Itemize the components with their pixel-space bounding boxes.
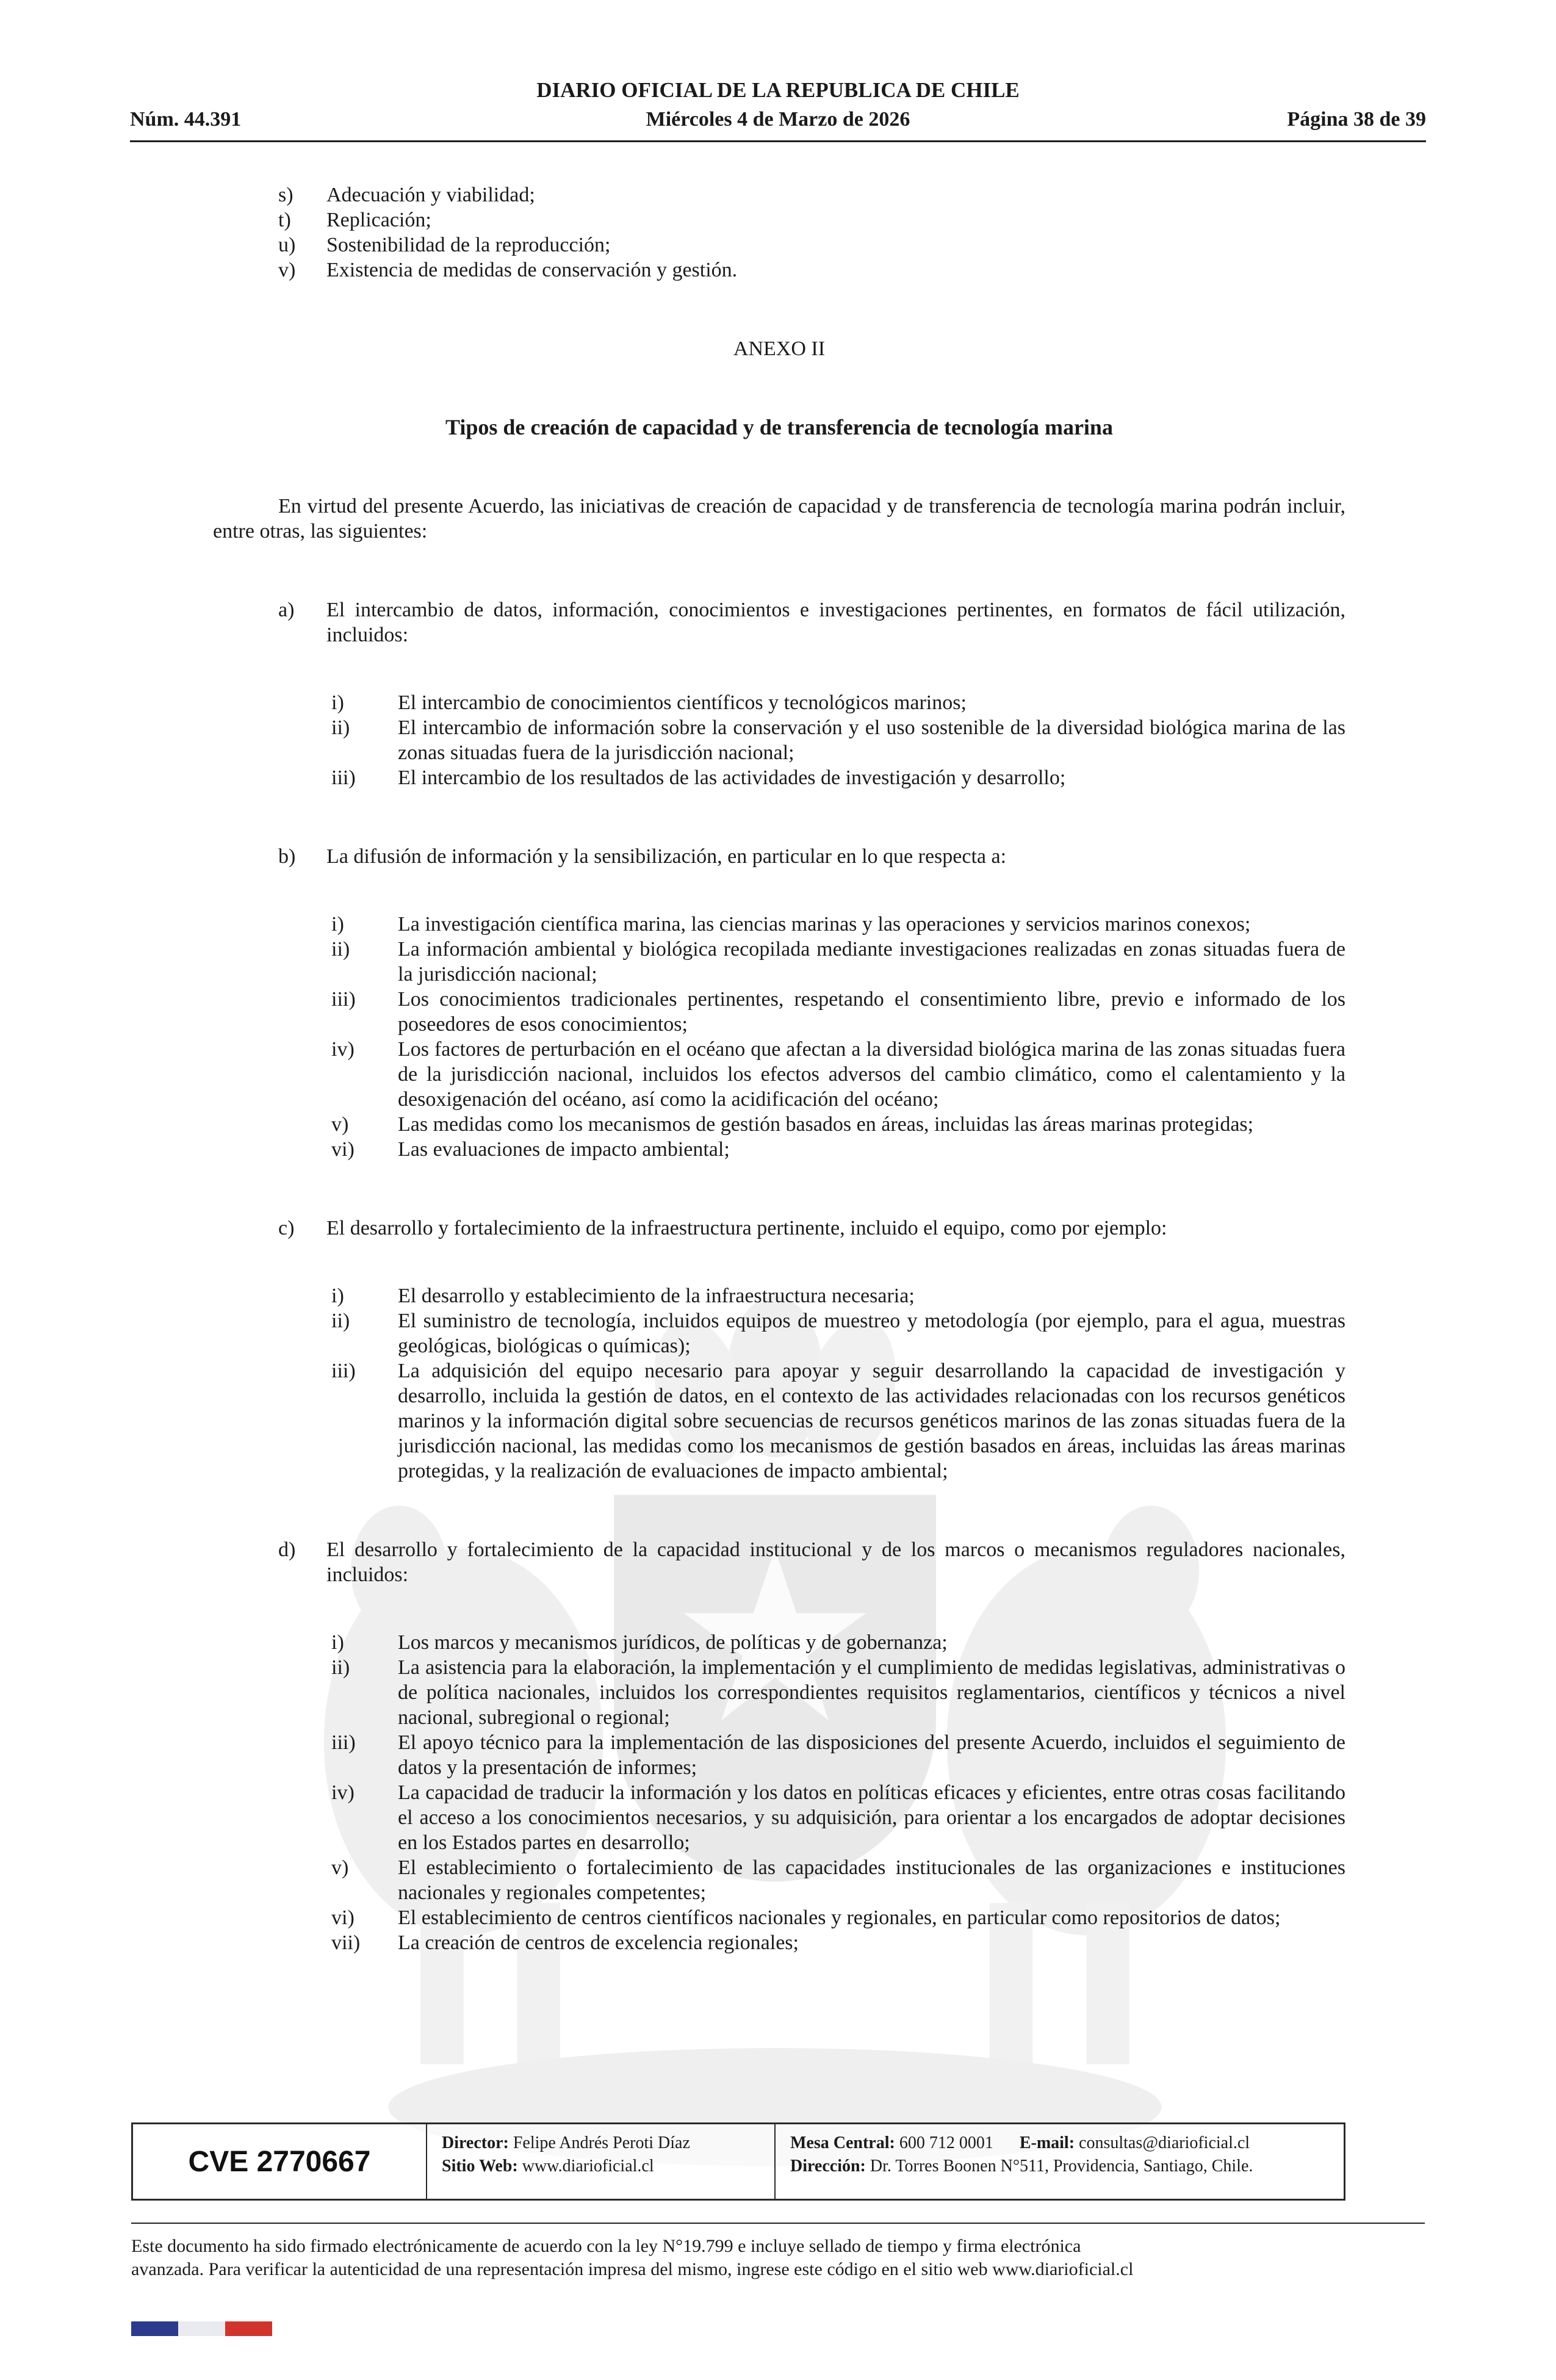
sublist-item — [213, 1037, 1345, 1112]
director-row — [442, 2132, 774, 2155]
sublist-item-text: La adquisición del equipo necesario para apoyar y seguir desarrollando la capacidad de investigación y desarrollo, incluida la gestión de datos, en el contexto de las actividades relacionadas con los recursos genéticos marinos y la información digital sobre secuencias de recursos genéticos marinos de las zonas situadas fuera de la jurisdicción nacional, las medidas como los mecanismos de gestión basados en áreas, incluidas las áreas marinas protegidas, y la realización de evaluaciones de impacto ambiental; — [398, 1360, 1345, 1482]
mesa-central-label: Mesa Central: — [790, 2133, 895, 2152]
sublist — [213, 690, 1345, 790]
sublist-item-text: Los marcos y mecanismos jurídicos, de políticas y de gobernanza; — [398, 1631, 948, 1654]
sublist-item — [213, 912, 1345, 937]
website-label: Sitio Web: — [442, 2157, 518, 2176]
section-item — [213, 1537, 1345, 1587]
list-item-text: Adecuación y viabilidad; — [326, 184, 535, 206]
address-label: Dirección: — [790, 2157, 866, 2176]
sublist-item-label: ii) — [331, 1310, 350, 1332]
sublist-item-text: El establecimiento o fortalecimiento de las capacidades institucionales de las organizaciones e instituciones nacionales y regionales competentes; — [398, 1856, 1345, 1904]
sublist-item-text: Los factores de perturbación en el océano que afectan a la diversidad biológica marina de las zonas situadas fuera de la jurisdicción nacional, incluidos los efectos adversos del cambio climático, como el calentamiento y la desoxigenación del océano, así como la acidificación del océano; — [398, 1038, 1345, 1111]
contact-cell — [776, 2124, 1344, 2199]
sublist-item — [213, 1137, 1345, 1162]
list-item-label: u) — [278, 234, 296, 256]
list-item — [213, 182, 1345, 207]
page-number: Página 38 de 39 — [1287, 108, 1426, 131]
sublist-item — [213, 1308, 1345, 1358]
sublist-item-text: La capacidad de traducir la información y los datos en políticas eficaces y eficientes, entre otras cosas facilitando el acceso a los conocimientos necesarios, y su adquisición, para orientar a los encargados de adoptar decisiones en los Estados partes en desarrollo; — [398, 1781, 1345, 1854]
phone-email-row — [790, 2132, 1344, 2155]
masthead-title: DIARIO OFICIAL DE LA REPUBLICA DE CHILE — [536, 78, 1020, 102]
sublist-item-label: ii) — [331, 1656, 350, 1679]
sublist-item-text: Los conocimientos tradicionales pertinentes, respetando el consentimiento libre, previo e informado de los poseedores de esos conocimientos; — [398, 988, 1345, 1036]
sublist-item — [213, 1655, 1345, 1730]
footer-info-box — [131, 2122, 1345, 2201]
sublist-item — [213, 1630, 1345, 1655]
sublist-item — [213, 765, 1345, 790]
section-item — [213, 1216, 1345, 1241]
sublist-item — [213, 1283, 1345, 1308]
sublist-item — [213, 1780, 1345, 1855]
director-name: Felipe Andrés Peroti Díaz — [513, 2133, 690, 2152]
legal-note-line1: Este documento ha sido firmado electrónicamente de acuerdo con la ley N°19.799 e incluye sellado de tiempo y firma electrónica — [131, 2236, 1081, 2256]
legal-note — [131, 2235, 1492, 2281]
flag-blue-segment — [131, 2321, 178, 2336]
sublist — [213, 1630, 1345, 1955]
sublist-item — [213, 1855, 1345, 1905]
section-item — [213, 597, 1345, 647]
sublist — [213, 1283, 1345, 1484]
list-item-text: Existencia de medidas de conservación y gestión. — [326, 259, 738, 281]
sublist — [213, 912, 1345, 1162]
sublist-item-text: El intercambio de los resultados de las actividades de investigación y desarrollo; — [398, 766, 1066, 789]
cve-code: CVE 2770667 — [188, 2145, 371, 2178]
director-label: Director: — [442, 2133, 509, 2152]
list-item — [213, 207, 1345, 233]
sublist-item — [213, 1358, 1345, 1484]
sublist-item — [213, 1730, 1345, 1780]
list-item — [213, 258, 1345, 283]
annex-title: Tipos de creación de capacidad y de transferencia de tecnología marina — [445, 415, 1113, 439]
website-row — [442, 2155, 774, 2178]
email-address: consultas@diarioficial.cl — [1079, 2133, 1250, 2152]
sublist-item-label: iii) — [331, 988, 356, 1011]
sublist-item-label: iii) — [331, 1360, 356, 1382]
sublist-item — [213, 690, 1345, 715]
sublist-item-label: vi) — [331, 1906, 355, 1929]
sublist-item-text: El apoyo técnico para la implementación de las disposiciones del presente Acuerdo, incluidos el seguimiento de datos y la presentación de informes; — [398, 1731, 1345, 1779]
address-value: Dr. Torres Boonen N°511, Providencia, Santiago, Chile. — [870, 2157, 1253, 2176]
section-text: La difusión de información y la sensibilización, en particular en lo que respecta a: — [326, 845, 1007, 868]
section-label: c) — [278, 1217, 295, 1239]
sublist-item — [213, 1112, 1345, 1137]
section-text: El desarrollo y fortalecimiento de la infraestructura pertinente, incluido el equipo, como por ejemplo: — [326, 1217, 1167, 1239]
mesa-central-number: 600 712 0001 — [899, 2133, 993, 2152]
email-label: E-mail: — [1019, 2133, 1075, 2152]
list-item — [213, 233, 1345, 258]
header-row — [130, 106, 1426, 133]
sublist-item-text: La creación de centros de excelencia regionales; — [398, 1931, 799, 1954]
sublist-item-label: ii) — [331, 716, 350, 739]
sublist-item-text: El intercambio de información sobre la conservación y el uso sostenible de la diversidad biológica marina de las zonas situadas fuera de la jurisdicción nacional; — [398, 716, 1345, 764]
sublist-item-label: i) — [331, 1285, 344, 1307]
sublist-item-label: iii) — [331, 766, 356, 789]
address-row — [790, 2155, 1344, 2178]
sublist-item-text: Las medidas como los mecanismos de gestión basados en áreas, incluidas las áreas marinas protegidas; — [398, 1113, 1254, 1136]
sublist-item-label: v) — [331, 1856, 349, 1879]
sublist-item-label: iv) — [331, 1038, 355, 1061]
header-rule — [130, 140, 1426, 142]
flag-red-segment — [225, 2321, 272, 2336]
page-header — [130, 0, 1426, 142]
sublist-item — [213, 715, 1345, 765]
section-text: El desarrollo y fortalecimiento de la capacidad institucional y de los marcos o mecanismos reguladores nacionales, incluidos: — [326, 1538, 1345, 1586]
section-label: d) — [278, 1538, 296, 1561]
sublist-item-text: La investigación científica marina, las ciencias marinas y las operaciones y servicios marinos conexos; — [398, 913, 1251, 936]
sublist-item-label: i) — [331, 691, 344, 714]
list-item-text: Sostenibilidad de la reproducción; — [326, 234, 611, 256]
sublist-item — [213, 1930, 1345, 1955]
sublist-item-text: El suministro de tecnología, incluidos equipos de muestreo y metodología (por ejemplo, para el agua, muestras geológicas, biológicas o químicas); — [398, 1310, 1345, 1357]
list-item-label: v) — [278, 259, 296, 281]
section-item — [213, 844, 1345, 869]
director-cell — [426, 2124, 776, 2199]
sublist-item-text: La información ambiental y biológica recopilada mediante investigaciones realizadas en zonas situadas fuera de la jurisdicción nacional; — [398, 938, 1345, 986]
annex-intro-paragraph: En virtud del presente Acuerdo, las iniciativas de creación de capacidad y de transferencia de tecnología marina podrán incluir, entre otras, las siguientes: — [213, 495, 1345, 543]
document-body — [213, 182, 1345, 1955]
legal-rule — [131, 2223, 1425, 2224]
legal-note-line2: avanzada. Para verificar la autenticidad de una representación impresa del mismo, ingrese este código en el sitio web www.diarioficial.cl — [131, 2259, 1134, 2279]
issue-date: Miércoles 4 de Marzo de 2026 — [646, 108, 910, 131]
list-item-label: s) — [278, 184, 294, 206]
flag-white-segment — [178, 2321, 225, 2336]
sublist-item — [213, 987, 1345, 1037]
list-item-label: t) — [278, 209, 291, 231]
issue-number: Núm. 44.391 — [130, 108, 242, 131]
sublist-item-text: Las evaluaciones de impacto ambiental; — [398, 1138, 730, 1161]
chile-flag-icon — [131, 2321, 272, 2336]
sublist-item-text: El establecimiento de centros científicos nacionales y regionales, en particular como repositorios de datos; — [398, 1906, 1281, 1929]
sublist-item-label: v) — [331, 1113, 349, 1136]
sublist-item-label: i) — [331, 913, 344, 936]
sublist-item-text: El intercambio de conocimientos científicos y tecnológicos marinos; — [398, 691, 967, 714]
sublist-item-label: vi) — [331, 1138, 355, 1161]
sublist-item-text: La asistencia para la elaboración, la implementación y el cumplimiento de medidas legislativas, administrativas o de política nacionales, incluidos los correspondientes requisitos reglamentarios, científicos y técnicos a nivel nacional, subregional o regional; — [398, 1656, 1345, 1729]
sublist-item-label: i) — [331, 1631, 344, 1654]
sublist-item — [213, 1905, 1345, 1930]
sublist-item-label: ii) — [331, 938, 350, 961]
annex-heading: ANEXO II — [733, 337, 826, 360]
sublist-item-label: vii) — [331, 1931, 361, 1954]
sublist-item — [213, 937, 1345, 987]
list-item-text: Replicación; — [326, 209, 431, 231]
sublist-item-text: El desarrollo y establecimiento de la infraestructura necesaria; — [398, 1285, 915, 1307]
section-label: a) — [278, 599, 295, 621]
section-label: b) — [278, 845, 296, 868]
sublist-item-label: iv) — [331, 1781, 355, 1804]
sublist-item-label: iii) — [331, 1731, 356, 1754]
website-url: www.diarioficial.cl — [522, 2157, 654, 2176]
section-text: El intercambio de datos, información, conocimientos e investigaciones pertinentes, en formatos de fácil utilización, incluidos: — [326, 599, 1345, 646]
